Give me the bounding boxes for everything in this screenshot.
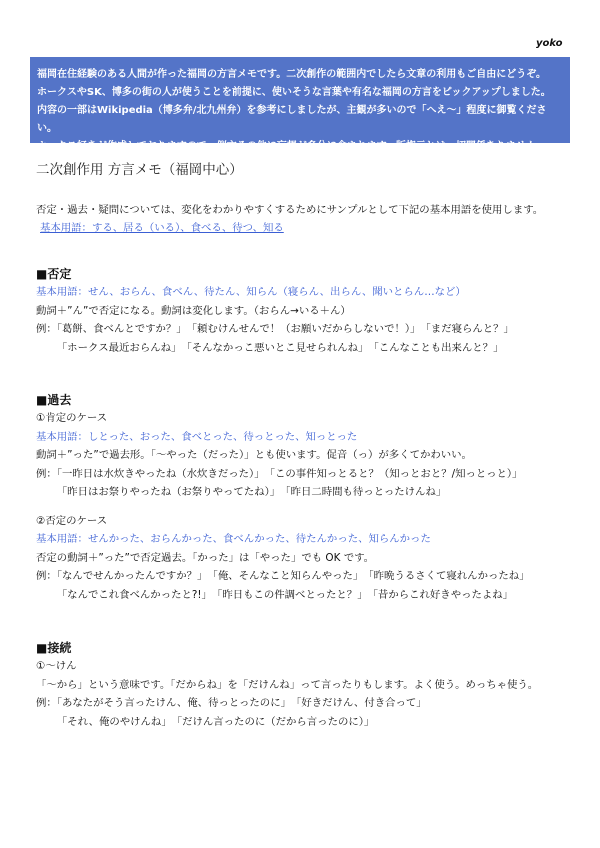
document-title: 二次創作用 方言メモ（福岡中心） xyxy=(36,162,243,178)
basic-terms-line: 基本用語：しとった、おった、食べとった、待っとった、知っとった xyxy=(36,430,358,443)
author-name: yoko xyxy=(536,38,563,49)
section-past xyxy=(36,391,580,604)
intro-paragraph: 否定・過去・疑問については、変化をわかりやすくするためにサンプルとして下記の基本用語を使用します。 xyxy=(36,204,544,216)
section-heading: ■否定 xyxy=(36,267,72,281)
intro-notice-line: 内容の一部はWikipedia（博多弁/北九州弁）を参考にしましたが、主観が多いので「へえ～」程度に御覧ください。 xyxy=(37,105,547,134)
example-line: 例：「一昨日は水炊きやったね（水炊きだった）」 「この事件知っとると？（知っとおと？/知っとっと）」 xyxy=(36,467,523,480)
intro-notice-line: ホークスやSK、博多の街の人が使うことを前提に、使いそうな言葉や有名な福岡の方言をピックアップしました。 xyxy=(37,87,551,98)
basic-terms-row xyxy=(36,220,580,238)
rule-text: 「～から」という意味です。「だからね」を「だけんね」って言ったりもします。よく使う。めっちゃ使う。 xyxy=(36,678,539,691)
example-line: 「昨日はお祭りやったね（お祭りやってたね）」 「昨日二時間も待っとったけんね」 xyxy=(56,486,447,498)
rule-text: 動詞＋”ん”で否定になる。動詞は変化します。（おらん→いる＋ん） xyxy=(36,304,351,317)
example-line: 「それ、俺のやけんね」 「だけん言ったのに（だから言ったのに）」 xyxy=(56,715,375,728)
basic-terms-link[interactable]: 基本用語：する、居る（いる）、食べる、待つ、知る xyxy=(40,221,284,234)
section-heading: ■過去 xyxy=(36,393,72,407)
intro-notice-box xyxy=(30,57,570,152)
past-positive-block xyxy=(36,409,580,502)
subheading: ①～けん xyxy=(36,660,77,672)
section-connection xyxy=(36,639,580,731)
section-heading: ■接続 xyxy=(36,641,72,655)
example-line: 例：「なんでせんかったんですか？」 「俺、そんなこと知らんやった」 「昨晩うるさくて寝れんかったね」 xyxy=(36,570,530,582)
rule-text: 動詞＋”った”で過去形。「～やった（だった）」とも使います。促音（っ）が多くてかわいい。 xyxy=(36,449,472,461)
example-line: 例：「あなたがそう言ったけん、俺、待っとったのに」 「好きだけん、付き合って」 xyxy=(36,697,427,709)
rule-text: 否定の動詞＋”った”で否定過去。「かった」は「やった」でも OK です。 xyxy=(36,551,375,564)
example-line: 例：「葛餅、食べんとですか？」 「頼むけんせんで！（お願いだからしないで！）」 「まだ寝らんと？」 xyxy=(36,323,514,335)
section-negation xyxy=(36,265,580,357)
document-body xyxy=(36,161,580,731)
example-line: 「ホークス最近おらんね」 「そんなかっこ悪いとこ見せられんね」 「こんなことも出来んと？」 xyxy=(56,341,504,354)
subheading: ①肯定のケース xyxy=(36,412,108,424)
intro-notice-line: 福岡在住経験のある人間が作った福岡の方言メモです。二次創作の範囲内でしたら文章の利用もご自由にどうぞ。 xyxy=(37,69,546,80)
basic-terms-line: 基本用語：せんかった、おらんかった、食べんかった、待たんかった、知らんかった xyxy=(36,533,431,545)
example-line: 「なんでこれ食べんかったと?!」 「昨日もこの件調べとったと？」 「昔からこれ好きやったよね」 xyxy=(56,588,514,601)
subheading: ②否定のケース xyxy=(36,514,108,527)
intro-notice-line: ホークス好きが作成しておりますので、例文その他に妄想が多分に含まれます。版権元とは一切関係ありません。 xyxy=(37,141,547,152)
basic-terms-line: 基本用語：せん、おらん、食べん、待たん、知らん（寝らん、出らん、聞いとらん…など） xyxy=(36,286,466,298)
past-negative-block xyxy=(36,512,580,605)
